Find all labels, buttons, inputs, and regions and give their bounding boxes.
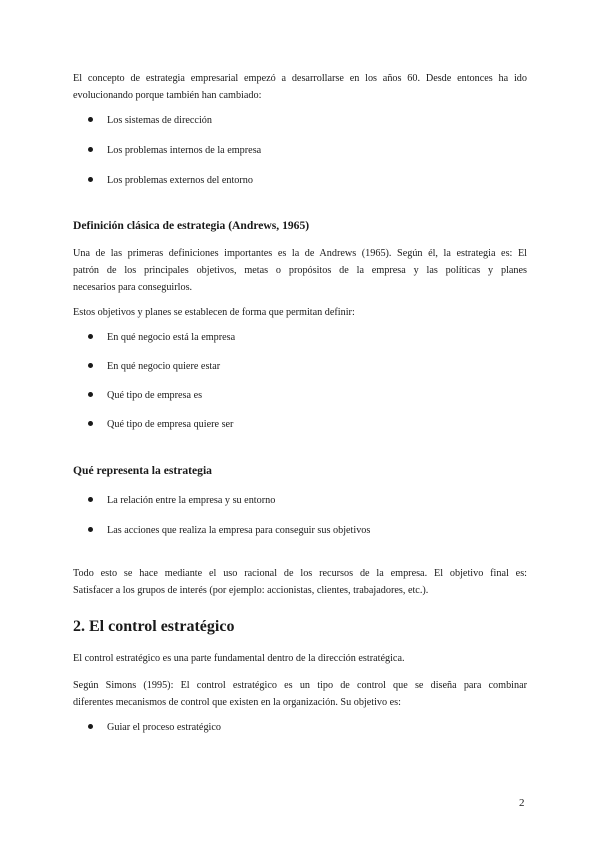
control-paragraph-1: El control estratégico es una parte fundamental dentro de la dirección estratégica.: [73, 653, 405, 664]
intro-paragraph: [73, 70, 527, 104]
control-line-2: diferentes mecanismos de control que existen en la organización. Su objetivo es:: [73, 697, 401, 708]
list-item: Guiar el proceso estratégico: [88, 721, 221, 735]
list-item: Los problemas externos del entorno: [88, 174, 253, 188]
andrews-line-2: patrón de los principales objetivos, metas o propósitos de la empresa y las políticas y planes: [73, 265, 527, 276]
andrews-paragraph: [73, 245, 527, 296]
bullet-icon: [88, 177, 93, 182]
list-item: Qué tipo de empresa quiere ser: [88, 418, 233, 432]
page-number: 2: [519, 797, 525, 809]
list-item: Los sistemas de dirección: [88, 114, 212, 128]
andrews-line-1: Una de las primeras definiciones importantes es la de Andrews (1965). Según él, la estrategia es: El: [73, 248, 527, 259]
bullet-icon: [88, 497, 93, 502]
intro-line-1: El concepto de estrategia empresarial empezó a desarrollarse en los años 60. Desde entonces ha ido: [73, 73, 527, 84]
bullet-icon: [88, 334, 93, 339]
list-item: Qué tipo de empresa es: [88, 389, 202, 403]
list-item: Las acciones que realiza la empresa para conseguir sus objetivos: [88, 524, 370, 538]
list-item: La relación entre la empresa y su entorno: [88, 494, 275, 508]
andrews-line-3: necesarios para conseguirlos.: [73, 282, 193, 293]
bullet-icon: [88, 421, 93, 426]
bullet-icon: [88, 363, 93, 368]
section-heading-represents: Qué representa la estrategia: [73, 464, 212, 477]
andrews-paragraph-2: Estos objetivos y planes se establecen de forma que permitan definir:: [73, 307, 355, 318]
intro-line-2: evolucionando porque también han cambiado:: [73, 90, 262, 101]
bullet-icon: [88, 527, 93, 532]
represents-line-2: Satisfacer a los grupos de interés (por ejemplo: accionistas, clientes, trabajadores, etc.).: [73, 585, 429, 596]
represents-paragraph: [73, 565, 527, 599]
control-paragraph-2: [73, 677, 527, 711]
represents-line-1: Todo esto se hace mediante el uso racional de los recursos de la empresa. El objetivo final es:: [73, 568, 527, 579]
section-heading-andrews: Definición clásica de estrategia (Andrews, 1965): [73, 219, 310, 232]
control-line-1: Según Simons (1995): El control estratégico es un tipo de control que se diseña para combinar: [73, 680, 527, 691]
bullet-icon: [88, 117, 93, 122]
list-item: Los problemas internos de la empresa: [88, 144, 261, 158]
bullet-icon: [88, 147, 93, 152]
list-item: En qué negocio está la empresa: [88, 331, 235, 345]
section-heading-control: 2. El control estratégico: [73, 618, 235, 635]
list-item: En qué negocio quiere estar: [88, 360, 220, 374]
bullet-icon: [88, 724, 93, 729]
bullet-icon: [88, 392, 93, 397]
